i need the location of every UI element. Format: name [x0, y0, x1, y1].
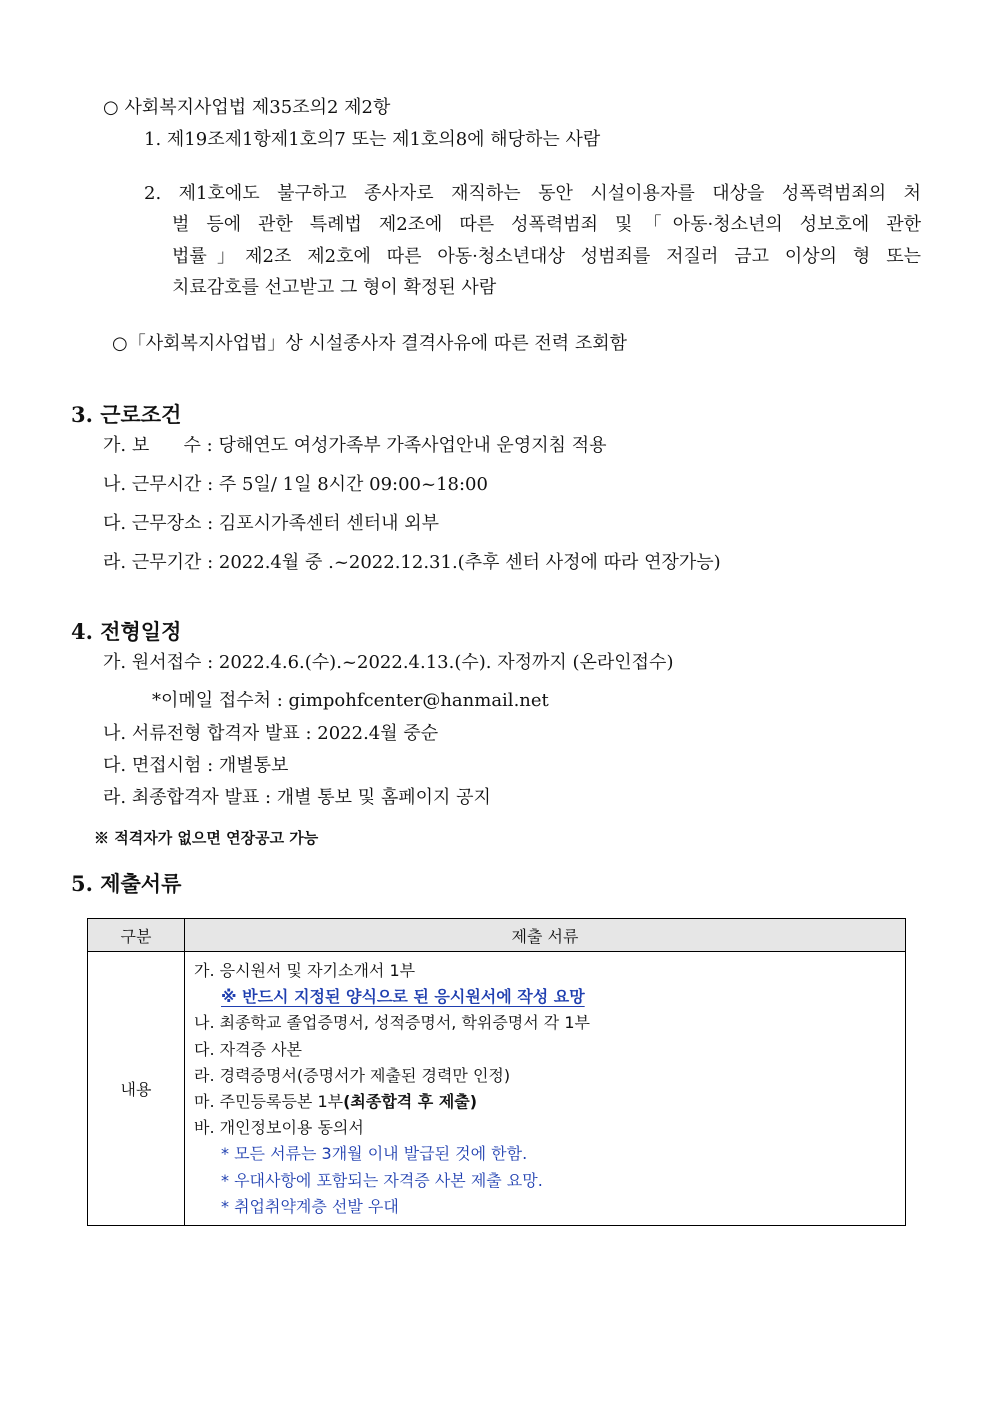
section-5-heading: 5. 제출서류 — [71, 871, 182, 896]
doc-item-application-note — [194, 984, 905, 1010]
doc-note-validity: * 모든 서류는 3개월 이내 발급된 것에 한함. — [221, 1144, 528, 1164]
law-title — [103, 99, 390, 117]
schedule-email: *이메일 접수처 : gimpohfcenter@hanmail.net — [152, 690, 549, 711]
table-row — [88, 952, 906, 1226]
resident-register-text: 마. 주민등록등본 1부 — [194, 1091, 344, 1111]
schedule-final-result: 라. 최종합격자 발표 : 개별 통보 및 홈페이지 공지 — [103, 787, 491, 808]
header-category: 구분 — [88, 919, 185, 952]
doc-item-career: 라. 경력증명서(증명서가 제출된 경력만 인정) — [194, 1065, 511, 1085]
doc-note-preferred-license: * 우대사항에 포함되는 자격증 사본 제출 요망. — [221, 1170, 543, 1190]
law-item-1: 1. 제19조제1항제1호의7 또는 제1호의8에 해당하는 사람 — [144, 129, 601, 150]
section-3-heading: 3. 근로조건 — [71, 402, 182, 427]
schedule-document-result: 나. 서류전형 합격자 발표 : 2022.4월 중순 — [103, 723, 439, 744]
circle-bullet-icon: ○ — [103, 97, 119, 118]
application-form-note: ※ 반드시 지정된 양식으로 된 응시원서에 작성 요망 — [221, 987, 585, 1007]
law-item-2-line-2: 벌 등에 관한 특례법 제2조에 따른 성폭력범죄 및「아동·청소년의 성보호에 관한 — [172, 214, 921, 235]
row-label: 내용 — [88, 952, 185, 1226]
work-period: 라. 근무기간 : 2022.4월 중 .~2022.12.31.(추후 센터 사정에 따라 연장가능) — [103, 552, 721, 573]
schedule-interview: 다. 면접시험 : 개별통보 — [103, 755, 289, 776]
work-hours: 나. 근무시간 : 주 5일/ 1일 8시간 09:00~18:00 — [103, 474, 488, 495]
documents-table-header — [88, 919, 906, 952]
work-location: 다. 근무장소 : 김포시가족센터 센터내 외부 — [103, 513, 439, 534]
schedule-application: 가. 원서접수 : 2022.4.6.(수).~2022.4.13.(수). 자정까지 (온라인접수) — [103, 652, 674, 673]
resident-register-note: (최종합격 후 제출) — [343, 1091, 478, 1111]
doc-item-license-copy: 다. 자격증 사본 — [194, 1039, 302, 1059]
law-item-2-line-4: 치료감호를 선고받고 그 형이 확정된 사람 — [172, 277, 497, 298]
schedule-extension-note: ※ 적격자가 없으면 연장공고 가능 — [94, 829, 319, 847]
law-title-text: 사회복지사업법 제35조의2 제2항 — [124, 97, 391, 118]
law-item-2-line-3: 법률」제2조 제2호에 따른 아동·청소년대상 성범죄를 저질러 금고 이상의 형 또는 — [172, 246, 921, 267]
doc-item-certificates: 나. 최종학교 졸업증명서, 성적증명서, 학위증명서 각 1부 — [194, 1013, 590, 1033]
documents-list — [185, 952, 906, 1226]
work-salary: 가. 보 수 : 당해연도 여성가족부 가족사업안내 운영지침 적용 — [103, 435, 607, 456]
documents-table — [87, 918, 906, 1226]
doc-note-vulnerable-preference: * 취업취약계층 선발 우대 — [221, 1196, 399, 1216]
header-documents: 제출 서류 — [185, 919, 906, 952]
section-4-heading: 4. 전형일정 — [71, 619, 182, 644]
law-check-note: ○「사회복지사업법」상 시설종사자 결격사유에 따른 전력 조회함 — [112, 333, 628, 354]
doc-item-application: 가. 응시원서 및 자기소개서 1부 — [194, 961, 416, 980]
law-item-2-line-1: 2. 제1호에도 불구하고 종사자로 재직하는 동안 시설이용자를 대상을 성폭력범죄의 처 — [144, 183, 921, 204]
doc-item-resident-register — [194, 1089, 905, 1115]
doc-item-privacy-consent: 바. 개인정보이용 동의서 — [194, 1118, 364, 1138]
